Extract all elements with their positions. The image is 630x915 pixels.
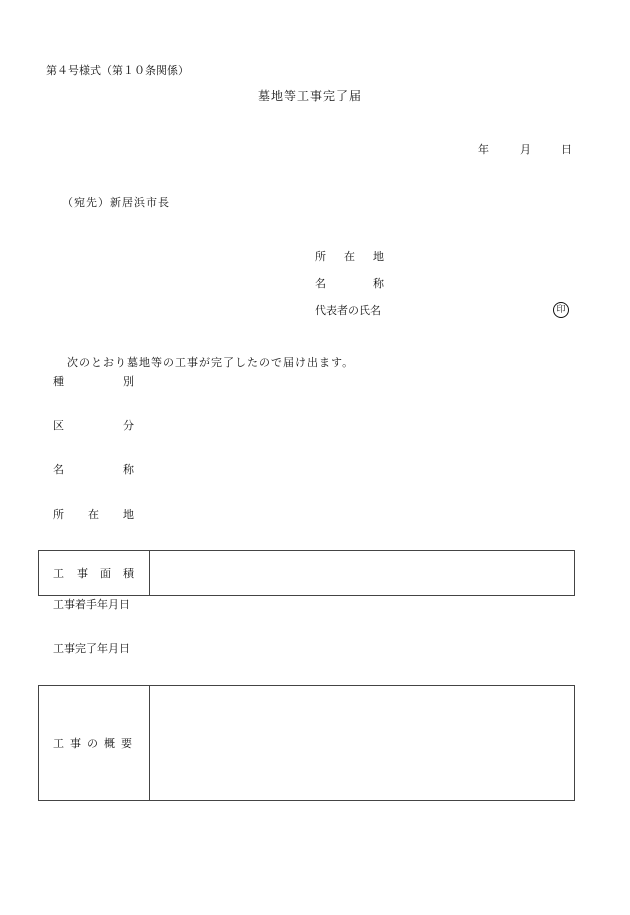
date-year-label: 年 [478, 143, 489, 156]
location-label-char-3: 地 [123, 508, 134, 521]
overview-label-char-5: 要 [121, 737, 132, 750]
location-label-char-1: 所 [53, 508, 64, 521]
overview-label-char-1: 工 [53, 737, 64, 750]
applicant-location-char-3: 地 [373, 250, 384, 263]
applicant-name-char-1: 名 [315, 277, 326, 290]
addressee: （宛先）新居浜市長 [62, 196, 170, 209]
overview-label-char-2: 事 [70, 737, 81, 750]
start-date-label: 工事着手年月日 [53, 598, 130, 611]
work-area-label-char-3: 面 [100, 567, 111, 580]
end-date-label: 工事完了年月日 [53, 642, 130, 655]
date-day-label: 日 [561, 143, 572, 156]
type-label-char-1: 種 [53, 375, 64, 388]
seal-mark: 印 [553, 302, 569, 318]
work-area-label-char-4: 積 [123, 567, 134, 580]
work-area-label-char-1: 工 [53, 567, 64, 580]
date-month-label: 月 [520, 143, 531, 156]
category-label-char-1: 区 [53, 419, 64, 432]
form-title: 墓地等工事完了届 [258, 89, 363, 103]
overview-label-char-4: 概 [104, 737, 115, 750]
type-label-char-2: 別 [123, 375, 134, 388]
applicant-location-char-2: 在 [344, 250, 355, 263]
overview-label-char-3: の [87, 737, 98, 750]
applicant-location-char-1: 所 [315, 250, 326, 263]
location-label-char-2: 在 [88, 508, 99, 521]
work-area-label-char-2: 事 [77, 567, 88, 580]
applicant-representative-label: 代表者の氏名 [315, 304, 381, 317]
name-label-char-2: 称 [123, 463, 134, 476]
applicant-name-char-2: 称 [373, 277, 384, 290]
name-label-char-1: 名 [53, 463, 64, 476]
work-area-value-field[interactable] [150, 551, 574, 595]
form-number: 第４号様式（第１０条関係） [46, 64, 189, 77]
category-label-char-2: 分 [123, 419, 134, 432]
overview-value-field[interactable] [150, 686, 574, 800]
statement: 次のとおり墓地等の工事が完了したので届け出ます。 [67, 356, 355, 369]
